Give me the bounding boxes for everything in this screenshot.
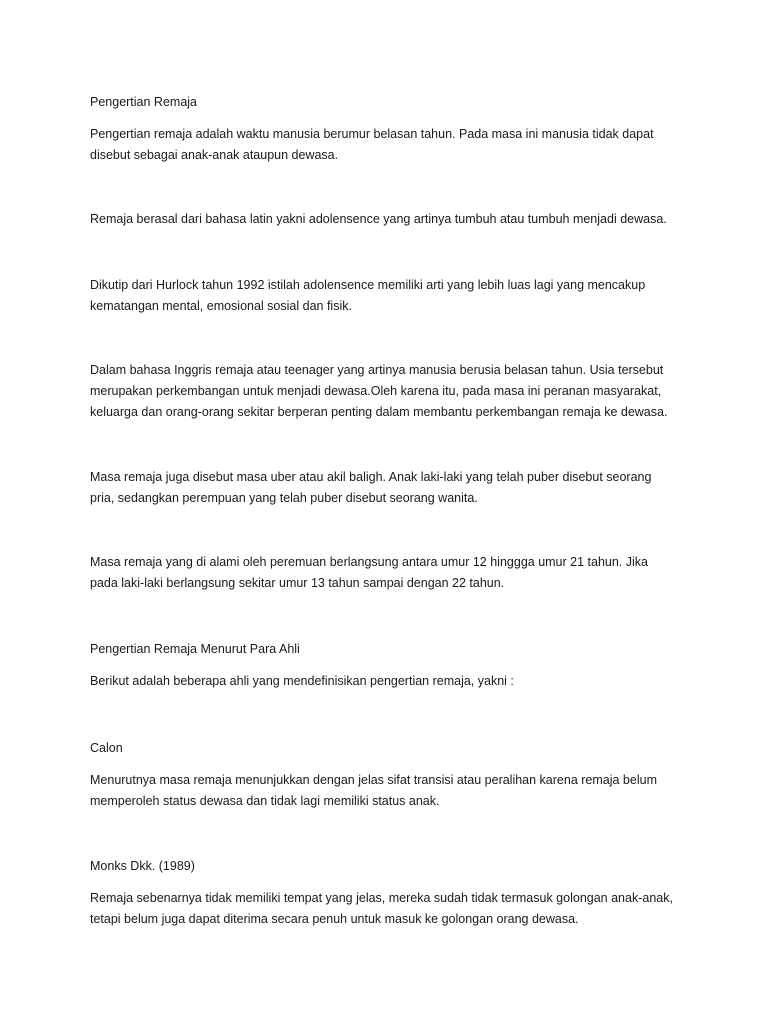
paragraph-calon xyxy=(90,770,690,812)
paragraph-english xyxy=(90,360,690,423)
paragraph-origin xyxy=(90,209,690,230)
paragraph-line: Remaja berasal dari bahasa latin yakni adolensence yang artinya tumbuh atau tumbuh menjadi dewasa. xyxy=(90,212,667,226)
expert-name-text: Calon xyxy=(90,741,123,755)
paragraph-intro-experts xyxy=(90,671,690,692)
heading-text: Pengertian Remaja xyxy=(90,95,198,109)
expert-name-calon xyxy=(90,738,690,759)
paragraph-age-range xyxy=(90,552,690,594)
paragraph-line: pada laki-laki berlangsung sekitar umur 13 tahun sampai dengan 22 tahun. xyxy=(90,576,505,590)
paragraph-line: kematangan mental, emosional sosial dan fisik. xyxy=(90,299,352,313)
paragraph-hurlock xyxy=(90,275,690,317)
paragraph-line: memperoleh status dewasa dan tidak lagi memiliki status anak. xyxy=(90,794,440,808)
paragraph-line: Dalam bahasa Inggris remaja atau teenager yang artinya manusia berusia belasan tahun. Usia tersebut xyxy=(90,363,664,377)
paragraph-definition xyxy=(90,124,690,166)
paragraph-line: keluarga dan orang-orang sekitar berperan penting dalam membantu perkembangan remaja ke dewasa. xyxy=(90,405,668,419)
paragraph-puberty xyxy=(90,467,690,509)
section-heading-para-ahli xyxy=(90,639,690,660)
paragraph-monks xyxy=(90,888,690,930)
paragraph-line: Pengertian remaja adalah waktu manusia berumur belasan tahun. Pada masa ini manusia tidak dapat xyxy=(90,127,654,141)
paragraph-line: Dikutip dari Hurlock tahun 1992 istilah adolensence memiliki arti yang lebih luas lagi yang mencakup xyxy=(90,278,646,292)
expert-name-text: Monks Dkk. (1989) xyxy=(90,859,195,873)
expert-name-monks xyxy=(90,856,690,877)
paragraph-line: disebut sebagai anak-anak ataupun dewasa. xyxy=(90,148,339,162)
paragraph-line: Masa remaja juga disebut masa uber atau akil baligh. Anak laki-laki yang telah puber disebut seorang xyxy=(90,470,652,484)
paragraph-line: tetapi belum juga dapat diterima secara penuh untuk masuk ke golongan orang dewasa. xyxy=(90,912,579,926)
paragraph-line: pria, sedangkan perempuan yang telah puber disebut seorang wanita. xyxy=(90,491,478,505)
paragraph-line: merupakan perkembangan untuk menjadi dewasa.Oleh karena itu, pada masa ini peranan masyarakat, xyxy=(90,384,662,398)
section-heading-pengertian-remaja xyxy=(90,92,690,113)
heading-text: Pengertian Remaja Menurut Para Ahli xyxy=(90,642,300,656)
paragraph-line: Menurutnya masa remaja menunjukkan dengan jelas sifat transisi atau peralihan karena remaja belum xyxy=(90,773,657,787)
paragraph-line: Berikut adalah beberapa ahli yang mendefinisikan pengertian remaja, yakni : xyxy=(90,674,514,688)
paragraph-line: Masa remaja yang di alami oleh peremuan berlangsung antara umur 12 hinggga umur 21 tahun. Jika xyxy=(90,555,648,569)
paragraph-line: Remaja sebenarnya tidak memiliki tempat yang jelas, mereka sudah tidak termasuk golongan anak-anak, xyxy=(90,891,673,905)
